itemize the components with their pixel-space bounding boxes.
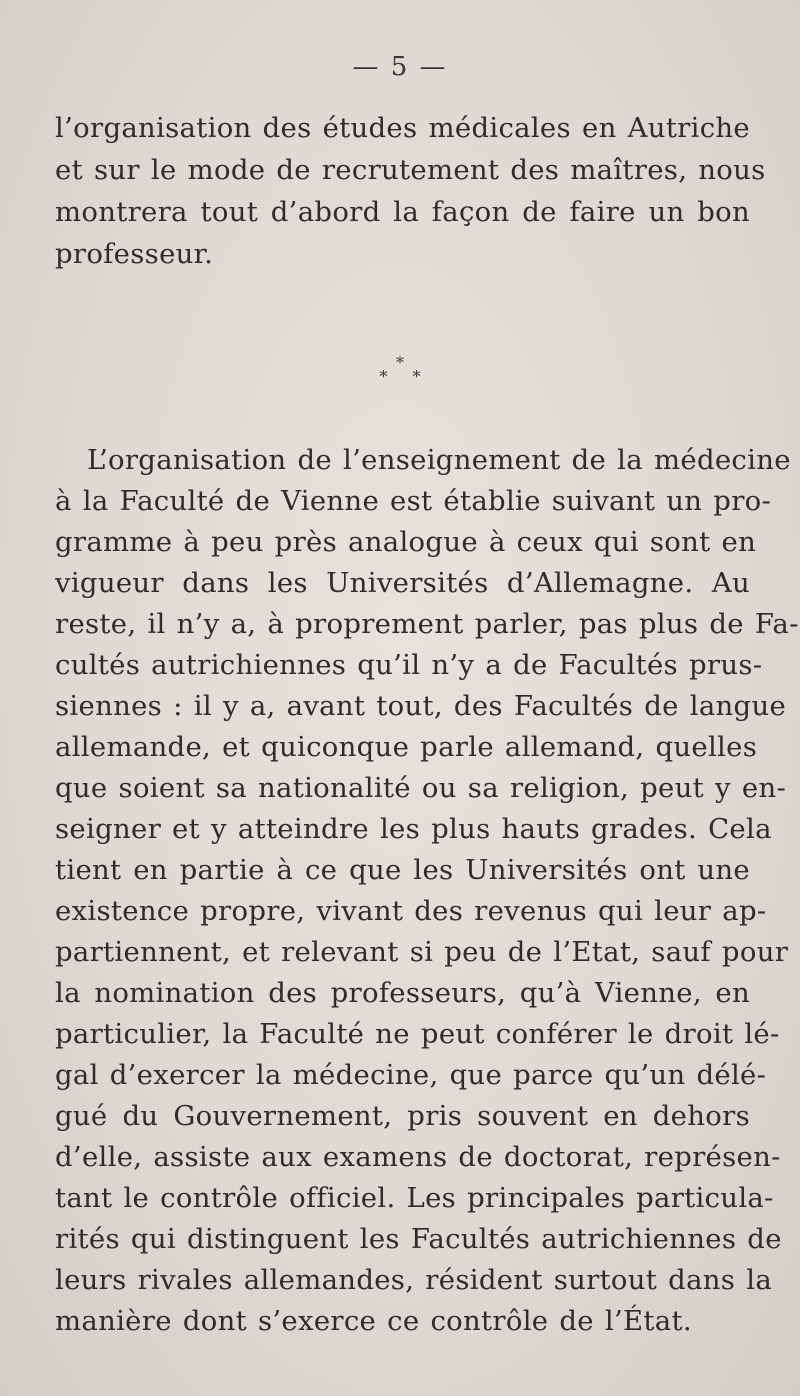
- text-line: existence propre, vivant des revenus qui leur ap-: [55, 895, 767, 927]
- text-line: professeur.: [55, 238, 214, 270]
- text-line: tant le contrôle officiel. Les principales particula-: [55, 1182, 774, 1214]
- text-line: reste, il n’y a, à proprement parler, pas plus de Fa-: [55, 608, 799, 640]
- text-line: gué du Gouvernement, pris souvent en dehors: [55, 1100, 750, 1132]
- text-line: l’organisation des études médicales en Autriche: [55, 112, 750, 144]
- text-line: allemande, et quiconque parle allemand, quelles: [55, 731, 758, 763]
- separator-star-bottom: * *: [379, 367, 431, 386]
- text-line: siennes : il y a, avant tout, des Facultés de langue: [55, 690, 787, 722]
- text-line: gal d’exercer la médecine, que parce qu’un délé-: [55, 1059, 767, 1091]
- text-line: gramme à peu près analogue à ceux qui sont en: [55, 526, 757, 558]
- text-line: d’elle, assiste aux examens de doctorat, représen-: [55, 1141, 781, 1173]
- text-line: montrera tout d’abord la façon de faire un bon: [55, 196, 750, 228]
- text-line: que soient sa nationalité ou sa religion, peut y en-: [55, 772, 787, 804]
- text-line: seigner et y atteindre les plus hauts grades. Cela: [55, 813, 772, 845]
- text-line: leurs rivales allemandes, résident surtout dans la: [55, 1264, 773, 1296]
- text-line: partiennent, et relevant si peu de l’Etat, sauf pour: [55, 936, 789, 968]
- separator-star-top: *: [396, 353, 404, 372]
- text-line: rités qui distinguent les Facultés autrichiennes de: [55, 1223, 782, 1255]
- text-line: à la Faculté de Vienne est établie suivant un pro-: [55, 485, 772, 517]
- text-line: particulier, la Faculté ne peut conférer le droit lé-: [55, 1018, 780, 1050]
- text-line: cultés autrichiennes qu’il n’y a de Facultés prus-: [55, 649, 763, 681]
- text-line: la nomination des professeurs, qu’à Vienne, en: [55, 977, 750, 1009]
- text-line: tient en partie à ce que les Universités ont une: [55, 854, 750, 886]
- section-separator: [0, 353, 800, 386]
- text-line: et sur le mode de recrutement des maîtres, nous: [55, 154, 766, 186]
- text-line: manière dont s’exerce ce contrôle de l’État.: [55, 1305, 692, 1337]
- text-line: L’organisation de l’enseignement de la médecine: [87, 444, 791, 476]
- text-line: vigueur dans les Universités d’Allemagne. Au: [55, 567, 750, 599]
- page-number: — 5 —: [352, 52, 448, 82]
